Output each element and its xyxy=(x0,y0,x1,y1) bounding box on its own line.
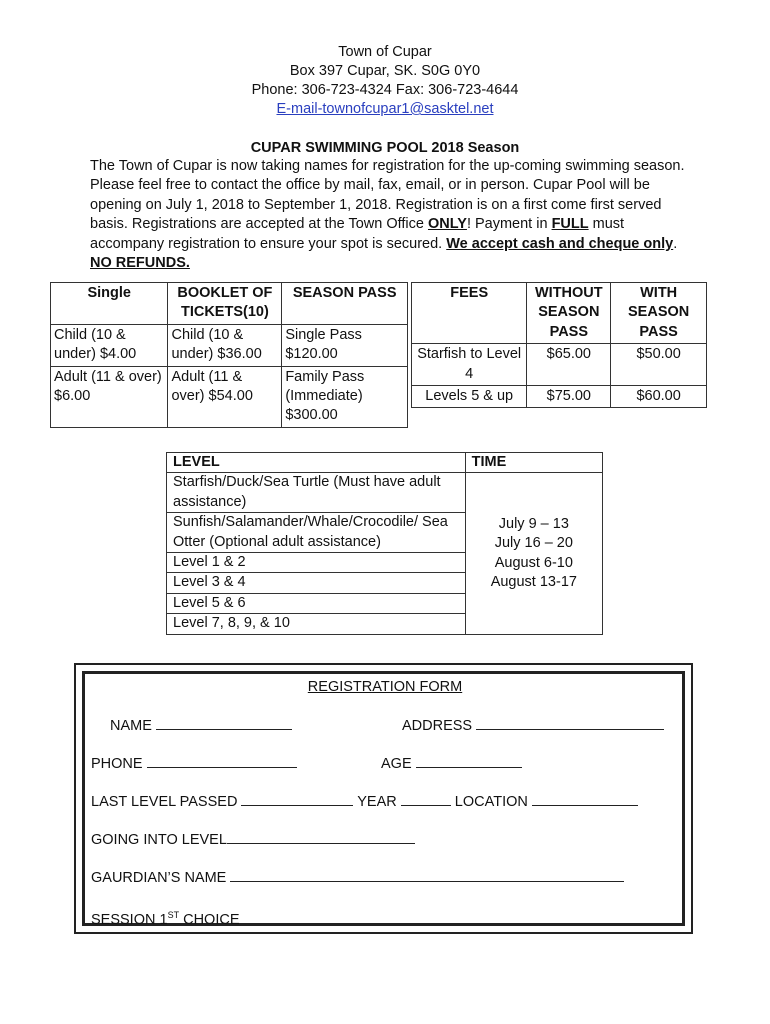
age-field[interactable] xyxy=(381,754,522,773)
session-field[interactable] xyxy=(91,906,380,929)
intro-cash: We accept cash and cheque only xyxy=(446,235,674,252)
schedule-header-level: LEVEL xyxy=(167,453,466,473)
table-cell: Levels 5 & up xyxy=(412,386,527,408)
year-label: YEAR xyxy=(357,794,397,810)
time-item: July 16 – 20 xyxy=(494,535,573,552)
schedule-times xyxy=(465,473,602,634)
table-cell: Single Pass $120.00 xyxy=(282,324,408,366)
intro-text-4: . xyxy=(673,235,678,252)
session-label xyxy=(91,912,240,928)
year-blank[interactable] xyxy=(401,792,451,806)
intro-refunds: NO REFUNDS. xyxy=(90,255,190,272)
age-label: AGE xyxy=(381,756,412,772)
table-cell: Level 5 & 6 xyxy=(167,593,466,613)
location-label: LOCATION xyxy=(454,794,528,810)
session-blank[interactable] xyxy=(244,910,380,924)
table-cell: Level 3 & 4 xyxy=(167,573,466,593)
last-level-field[interactable] xyxy=(91,792,638,811)
form-title: REGISTRATION FORM xyxy=(307,679,463,695)
table-cell: Child (10 & under) $4.00 xyxy=(51,324,168,366)
schedule-header-time: TIME xyxy=(465,453,602,473)
intro-full: FULL xyxy=(551,216,589,233)
intro-text-3: must accompany registration to ensure your spot is secured. xyxy=(90,216,625,252)
email-line xyxy=(0,100,770,119)
guardian-field[interactable] xyxy=(91,868,624,887)
prices-header-season: SEASON PASS xyxy=(282,283,408,325)
name-field[interactable] xyxy=(110,716,292,735)
table-cell: Sunfish/Salamander/Whale/Crocodile/ Sea Otter (Optional adult assistance) xyxy=(167,513,466,553)
session-label-sup: ST xyxy=(167,910,180,920)
table-cell: Adult (11 & over) $6.00 xyxy=(51,366,168,427)
table-cell: Child (10 & under) $36.00 xyxy=(168,324,282,366)
going-into-level-field[interactable] xyxy=(91,830,415,849)
address-field[interactable] xyxy=(402,716,664,735)
guardian-blank[interactable] xyxy=(230,868,624,882)
phone-field[interactable] xyxy=(91,754,297,773)
going-into-level-label: GOING INTO LEVEL xyxy=(91,832,227,848)
fees-table xyxy=(411,282,707,408)
time-item: August 6-10 xyxy=(494,554,573,571)
schedule-table xyxy=(166,452,603,635)
table-cell: Level 1 & 2 xyxy=(167,553,466,573)
phone-label: PHONE xyxy=(91,756,143,772)
guardian-label: GAURDIAN’S NAME xyxy=(91,870,227,886)
table-cell: Starfish to Level 4 xyxy=(412,344,527,386)
intro-only: ONLY xyxy=(427,216,467,233)
table-cell: $60.00 xyxy=(611,386,707,408)
intro-text-2: ! Payment in xyxy=(466,216,552,233)
prices-header-single: Single xyxy=(51,283,168,325)
table-cell: $75.00 xyxy=(527,386,611,408)
address-blank[interactable] xyxy=(476,716,664,730)
town-phone-fax: Phone: 306-723-4324 Fax: 306-723-4644 xyxy=(251,82,519,98)
going-into-level-blank[interactable] xyxy=(227,830,415,844)
table-cell: $50.00 xyxy=(611,344,707,386)
fees-header-fees: FEES xyxy=(412,283,527,344)
table-cell: Adult (11 & over) $54.00 xyxy=(168,366,282,427)
time-item: July 9 – 13 xyxy=(498,515,569,532)
table-cell: $65.00 xyxy=(527,344,611,386)
fees-header-without: WITHOUT SEASON PASS xyxy=(527,283,611,344)
address-label: ADDRESS xyxy=(402,718,473,734)
table-cell: Starfish/Duck/Sea Turtle (Must have adult assistance) xyxy=(167,473,466,513)
page-title: CUPAR SWIMMING POOL 2018 Season xyxy=(250,140,520,156)
age-blank[interactable] xyxy=(416,754,522,768)
name-label: NAME xyxy=(110,718,152,734)
form-title-wrap xyxy=(0,678,770,696)
email-link[interactable]: E-mail-townofcupar1@sasktel.net xyxy=(276,101,494,117)
fees-header-with: WITH SEASON PASS xyxy=(611,283,707,344)
phone-blank[interactable] xyxy=(147,754,297,768)
session-label-text: SESSION 1 xyxy=(91,911,168,928)
town-address: Box 397 Cupar, SK. S0G 0Y0 xyxy=(289,63,481,79)
location-blank[interactable] xyxy=(532,792,638,806)
prices-header-booklet: BOOKLET OF TICKETS(10) xyxy=(168,283,282,325)
intro-paragraph xyxy=(90,157,690,273)
name-blank[interactable] xyxy=(156,716,292,730)
time-item: August 13-17 xyxy=(490,573,577,590)
last-level-label: LAST LEVEL PASSED xyxy=(91,794,238,810)
table-cell: Level 7, 8, 9, & 10 xyxy=(167,614,466,634)
session-label-text2: CHOICE xyxy=(179,911,240,928)
intro-text-1: The Town of Cupar is now taking names for registration for the up-coming swimming season. Please feel free to contact the office by mail, fax, email, or in person. Cupar Pool will be opening on July 1, 2018 to September 1, 2018. Registration is on a first come first served basis. Registrations are accepted at the Town Office xyxy=(90,158,685,233)
prices-table xyxy=(50,282,408,428)
table-cell: Family Pass (Immediate) $300.00 xyxy=(282,366,408,427)
last-level-blank[interactable] xyxy=(241,792,353,806)
town-name: Town of Cupar xyxy=(338,44,432,60)
